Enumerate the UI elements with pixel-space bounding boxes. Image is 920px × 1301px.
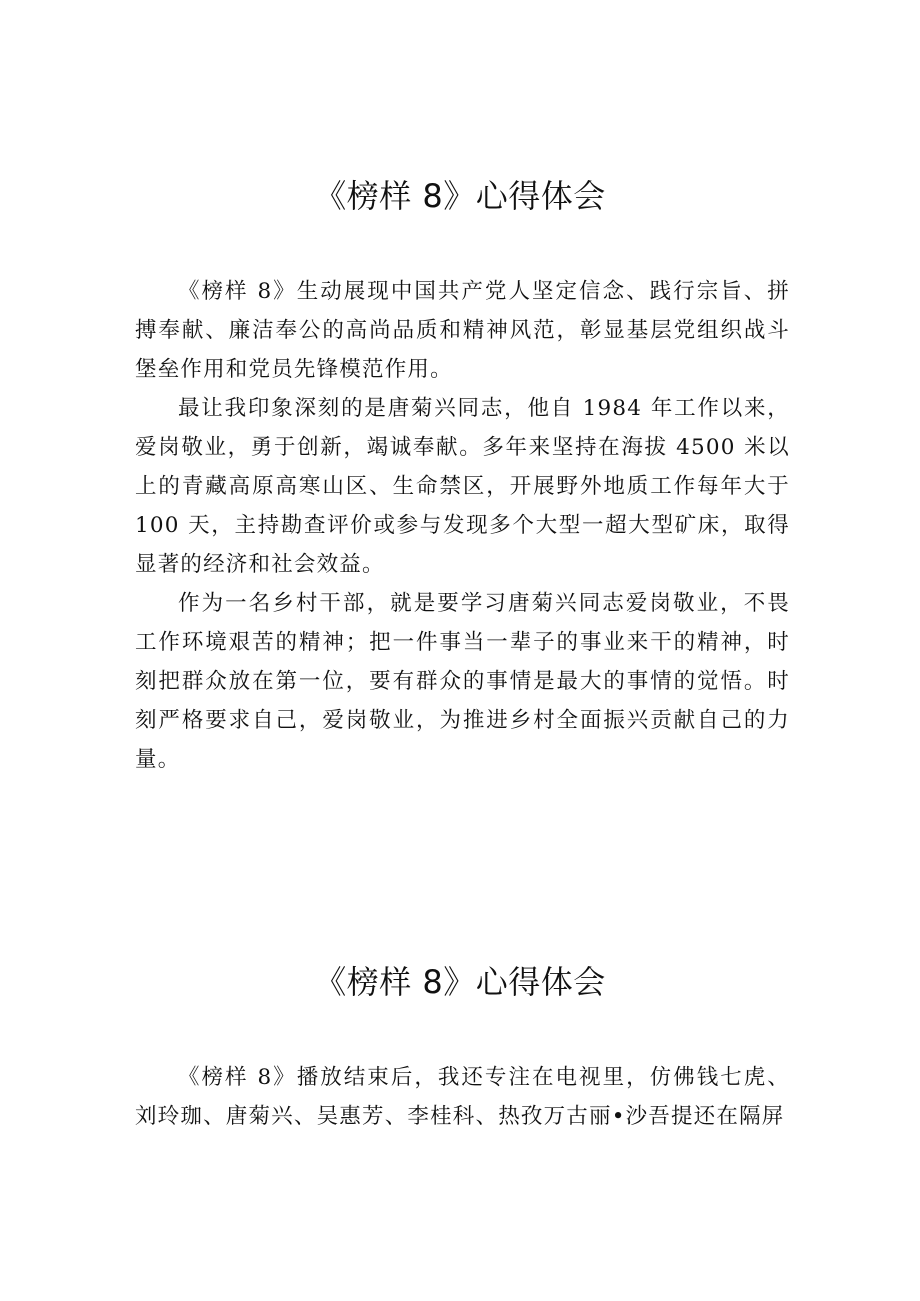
section-1-paragraph-2: 最让我印象深刻的是唐菊兴同志，他自 1984 年工作以来，爱岗敬业，勇于创新，竭诚奉献。多年来坚持在海拔 4500 米以上的青藏高原高寒山区、生命禁区，开展野外地质工作每年大于 100 天，主持勘查评价或参与发现多个大型一超大型矿床，取得显著的经济和社会效益。: [135, 396, 790, 577]
section-2-body: [135, 1058, 790, 1136]
section-2-paragraph-1: 《榜样 8》播放结束后，我还专注在电视里，仿佛钱七虎、刘玲珈、唐菊兴、吴惠芳、李桂科、热孜万古丽•沙吾提还在隔屏: [135, 1065, 790, 1129]
section-2-title: 《榜样 8》心得体会: [314, 963, 606, 1001]
section-1-body: [135, 272, 790, 779]
section-1-title: 《榜样 8》心得体会: [314, 177, 606, 215]
section-1-paragraph-3: 作为一名乡村干部，就是要学习唐菊兴同志爱岗敬业，不畏工作环境艰苦的精神；把一件事当一辈子的事业来干的精神，时刻把群众放在第一位，要有群众的事情是最大的事情的觉悟。时刻严格要求自己，爱岗敬业，为推进乡村全面振兴贡献自己的力量。: [135, 591, 790, 772]
section-1-paragraph-1: 《榜样 8》生动展现中国共产党人坚定信念、践行宗旨、拼搏奉献、廉洁奉公的高尚品质和精神风范，彰显基层党组织战斗堡垒作用和党员先锋模范作用。: [135, 279, 790, 382]
